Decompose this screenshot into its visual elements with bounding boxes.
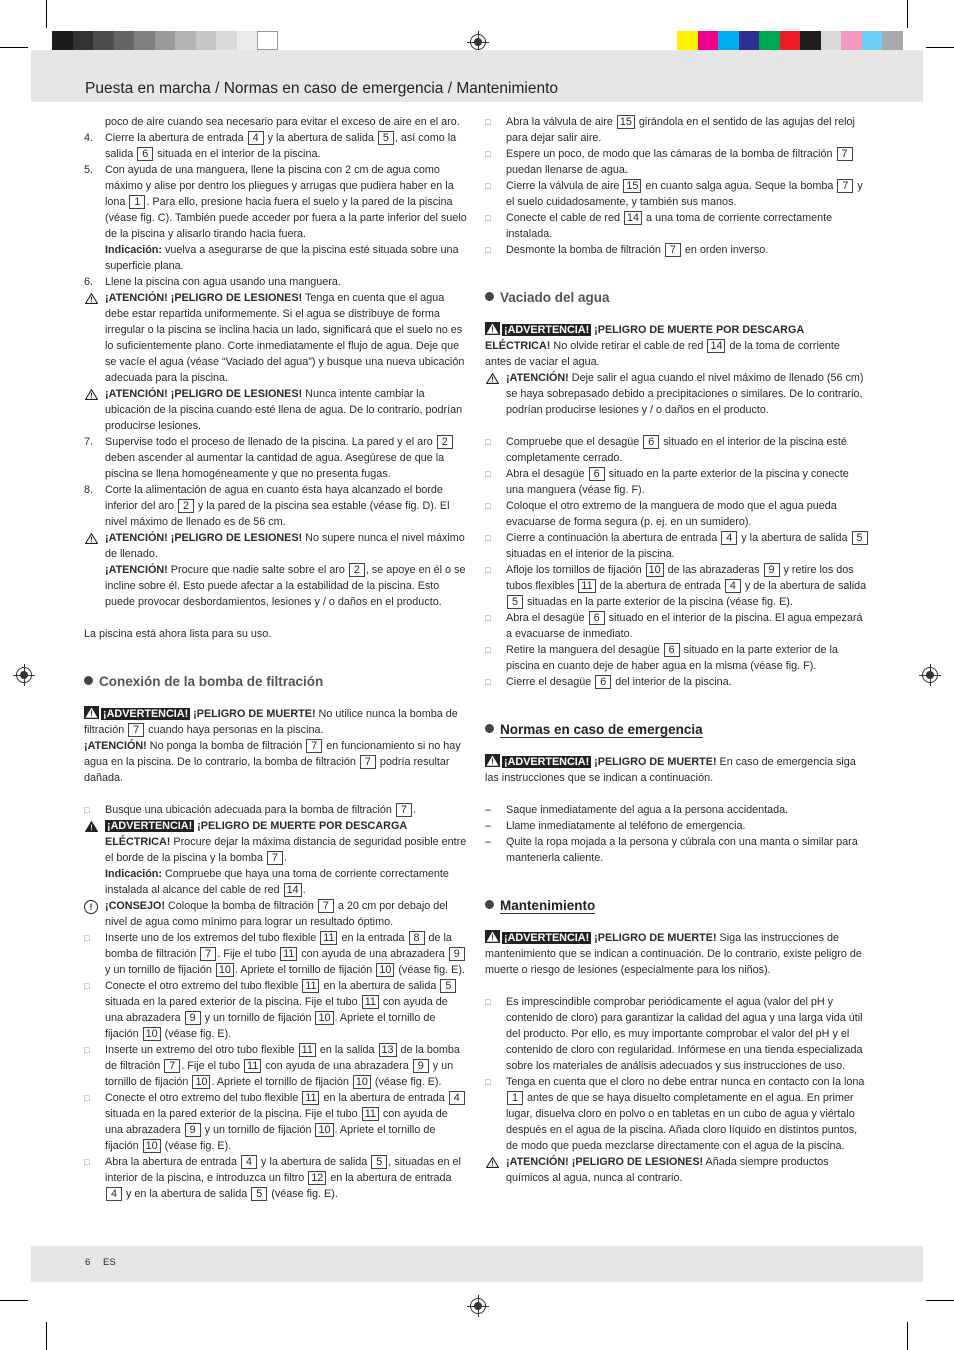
warning-triangle-icon bbox=[485, 930, 500, 943]
warning-triangle-icon bbox=[85, 389, 98, 400]
ref-number: 5 bbox=[507, 595, 523, 609]
ref-number: 6 bbox=[643, 435, 659, 449]
warning-attention: ¡ATENCIÓN! Deje salir el agua cuando el nivel máximo de llenado (56 cm) se haya sobrepasado debido a precipitaciones o similares. De lo contrario, podrían producirse lesiones y / o daños en el producto. bbox=[485, 370, 869, 418]
checkbox-bullet-icon: □ bbox=[485, 565, 491, 575]
ref-number: 7 bbox=[837, 179, 853, 193]
color-swatch bbox=[257, 31, 278, 50]
color-swatch bbox=[237, 31, 258, 50]
ref-number: 10 bbox=[315, 1011, 333, 1025]
ref-number: 6 bbox=[589, 467, 605, 481]
section-heading-pump: Conexión de la bomba de filtración bbox=[84, 674, 468, 690]
list-item: □ Retire la manguera del desagüe 6 situado en la parte exterior de la piscina en cuanto deje de haber agua en la misma (véase fig. F). bbox=[485, 644, 838, 672]
color-swatch bbox=[718, 31, 739, 50]
checkbox-bullet-icon: □ bbox=[485, 645, 491, 655]
warning-injury: ¡ATENCIÓN! ¡PELIGRO DE LESIONES! Añada siempre productos químicos al agua, nunca al contrario. bbox=[485, 1154, 869, 1186]
warning-injury: ¡ATENCIÓN! ¡PELIGRO DE LESIONES! Nunca intente cambiar la ubicación de la piscina cuando esté llena de agua. De lo contrario, podrían producirse lesiones. bbox=[84, 386, 468, 434]
warning-injury: ¡ATENCIÓN! ¡PELIGRO DE LESIONES! Tenga en cuenta que el agua debe estar repartida uniformemente. Si el agua se distribuye de forma irregular o la piscina se inclina hacia un lado, significará que el suelo no es lo suficientemente plano. Corte inmediatamente el flujo de agua. Deje que se vacíe el agua (véase “Vaciado del agua”) y busque una nueva ubicación adecuada para la piscina. bbox=[84, 290, 468, 386]
list-item: □ Conecte el otro extremo del tubo flexible 11 en la abertura de entrada 4 situada en la pared exterior de la piscina. Fije el tubo 11 con ayuda de una abrazadera 9 y un tornillo de fijación 10 . Apriete el tornillo de fijación 10 (véase fig. E). bbox=[84, 1090, 468, 1154]
step-6: 6. Llene la piscina con agua usando una manguera. bbox=[84, 276, 341, 288]
ref-number: 9 bbox=[764, 563, 780, 577]
ready-note: La piscina está ahora lista para su uso. bbox=[84, 628, 272, 640]
crop-mark bbox=[46, 0, 47, 28]
color-swatch bbox=[677, 31, 698, 50]
ref-number: 7 bbox=[837, 147, 853, 161]
tip-icon: ! bbox=[84, 900, 98, 914]
ref-number: 10 bbox=[376, 963, 394, 977]
ref-number: 7 bbox=[306, 739, 322, 753]
crop-mark bbox=[0, 1300, 28, 1301]
warning-triangle-icon bbox=[485, 322, 500, 335]
bullet-dot-icon bbox=[485, 292, 494, 301]
ref-number: 14 bbox=[284, 883, 302, 897]
ref-number: 4 bbox=[449, 1091, 465, 1105]
step-4: 4. Cierre la abertura de entrada 4 y la abertura de salida 5 , así como la salida 6 situada en el interior de la piscina. bbox=[84, 132, 457, 160]
color-swatch bbox=[52, 31, 73, 50]
ref-number: 7 bbox=[164, 1059, 180, 1073]
ref-number: 7 bbox=[665, 243, 681, 257]
list-item: – Llame inmediatamente al teléfono de emergencia. bbox=[485, 820, 746, 832]
list-item: □ Es imprescindible comprobar periódicamente el agua (valor del pH y contenido de cloro) para garantizar la calidad del agua y una larga vida útil del producto. Por ello, es muy importante comprobar el valor del pH y el contenido de cloro con regularidad. Infórmese en una tienda especializada sobre los materiales de análisis adecuados y sus instrucciones de uso. bbox=[485, 996, 863, 1072]
ref-number: 11 bbox=[280, 947, 297, 961]
advertencia-block: ¡ADVERTENCIA! ¡PELIGRO DE MUERTE! En caso de emergencia siga las instrucciones que se indican a continuación. bbox=[485, 756, 856, 784]
ref-number: 15 bbox=[617, 115, 635, 129]
ref-number: 5 bbox=[378, 131, 394, 145]
color-swatch bbox=[841, 31, 862, 50]
ref-number: 10 bbox=[216, 963, 234, 977]
registration-mark-icon bbox=[470, 1298, 486, 1314]
list-item: □ Afloje los tornillos de fijación 10 de las abrazaderas 9 y retire los dos tubos flexibles 11 de la abertura de entrada 4 y de la abertura de salida 5 situadas en la parte exterior de la piscina (véase fig. E). bbox=[485, 564, 867, 608]
checkbox-bullet-icon: □ bbox=[84, 933, 90, 943]
color-swatch bbox=[155, 31, 176, 50]
color-swatch bbox=[73, 31, 94, 50]
ref-number: 5 bbox=[852, 531, 868, 545]
bullet-dot-icon bbox=[485, 900, 494, 909]
ref-number: 2 bbox=[178, 499, 194, 513]
list-item: □ Abra la abertura de entrada 4 y la abertura de salida 5 , situadas en el interior de la piscina, e introduzca un filtro 12 en la abertura de entrada 4 y en la abertura de salida 5 (véase fig. E). bbox=[84, 1156, 461, 1200]
ref-number: 11 bbox=[244, 1059, 261, 1073]
ref-number: 12 bbox=[308, 1171, 326, 1185]
ref-number: 7 bbox=[396, 803, 412, 817]
checkbox-bullet-icon: □ bbox=[84, 805, 90, 815]
tip-block: ! ¡CONSEJO! Coloque la bomba de filtración 7 a 20 cm por debajo del nivel de agua como mínimo para lograr un resultado óptimo. bbox=[84, 898, 468, 930]
checkbox-bullet-icon: □ bbox=[485, 997, 491, 1007]
ref-number: 5 bbox=[371, 1155, 387, 1169]
color-swatch bbox=[114, 31, 135, 50]
ref-number: 10 bbox=[646, 563, 664, 577]
advertencia-block: ¡ADVERTENCIA! ¡PELIGRO DE MUERTE! Siga las instrucciones de mantenimiento que se indican a continuación. De lo contrario, existe peligro de muerte o riesgo de lesiones (especialmente para los niños). bbox=[485, 932, 862, 976]
list-item: – Saque inmediatamente del agua a la persona accidentada. bbox=[485, 804, 789, 816]
step-8: 8. Corte la alimentación de agua en cuanto ésta haya alcanzado el borde inferior del aro 2 y la pared de la piscina sea estable (véase fig. D). El nivel máximo de llenado es de 56 cm. bbox=[84, 484, 450, 528]
registration-mark-icon bbox=[470, 34, 486, 50]
checkbox-bullet-icon: □ bbox=[485, 613, 491, 623]
list-item: □ Desmonte la bomba de filtración 7 en orden inverso. bbox=[485, 244, 769, 256]
list-item: □ Inserte un extremo del otro tubo flexible 11 en la salida 13 de la bomba de filtración 7 . Fije el tubo 11 con ayuda de una abrazadera 9 y un tornillo de fijación 10 . Apriete el tornillo de fijación 10 (véase fig. E). bbox=[84, 1044, 460, 1088]
color-swatch bbox=[93, 31, 114, 50]
list-item: □ Busque una ubicación adecuada para la bomba de filtración 7 . bbox=[84, 804, 416, 816]
color-swatch bbox=[780, 31, 801, 50]
registration-mark-icon bbox=[16, 667, 32, 683]
checkbox-bullet-icon: □ bbox=[84, 1157, 90, 1167]
list-item: □ Abra la válvula de aire 15 girándola en el sentido de las agujas del reloj para dejar salir aire. bbox=[485, 116, 855, 144]
ref-number: 4 bbox=[721, 531, 737, 545]
color-swatch bbox=[196, 31, 217, 50]
ref-number: 7 bbox=[200, 947, 216, 961]
list-item: □ Inserte uno de los extremos del tubo flexible 11 en la entrada 8 de la bomba de filtración 7 . Fije el tubo 11 con ayuda de una abrazadera 9 y un tornillo de fijación 10 . Apriete el tornillo de fijación 10 (véase fig. E). bbox=[84, 932, 465, 976]
ref-number: 9 bbox=[185, 1123, 201, 1137]
checkbox-bullet-icon: □ bbox=[84, 1093, 90, 1103]
checkbox-bullet-icon: □ bbox=[84, 981, 90, 991]
crop-mark bbox=[46, 1322, 47, 1350]
section-heading-emergency: Normas en caso de emergencia bbox=[485, 722, 869, 738]
crop-mark bbox=[907, 1322, 908, 1350]
ref-number: 14 bbox=[624, 211, 642, 225]
ref-number: 11 bbox=[362, 995, 379, 1009]
ref-number: 4 bbox=[725, 579, 741, 593]
section-heading-maintenance: Mantenimiento bbox=[485, 898, 869, 914]
ref-number: 1 bbox=[129, 195, 145, 209]
checkbox-bullet-icon: □ bbox=[485, 437, 491, 447]
color-swatch bbox=[800, 31, 821, 50]
ref-number: 7 bbox=[128, 723, 144, 737]
warning-triangle-icon bbox=[85, 821, 98, 832]
ref-number: 7 bbox=[267, 851, 283, 865]
checkbox-bullet-icon: □ bbox=[485, 117, 491, 127]
checkbox-bullet-icon: □ bbox=[485, 533, 491, 543]
ref-number: 4 bbox=[106, 1187, 122, 1201]
ref-number: 11 bbox=[362, 1107, 379, 1121]
crop-mark bbox=[926, 47, 954, 48]
footer-bar bbox=[31, 1246, 923, 1282]
bullet-dot-icon bbox=[485, 724, 494, 733]
list-item: □ Conecte el cable de red 14 a una toma de corriente correctamente instalada. bbox=[485, 212, 833, 240]
ref-number: 2 bbox=[349, 563, 365, 577]
color-swatch bbox=[134, 31, 155, 50]
ref-number: 10 bbox=[143, 1027, 161, 1041]
ref-number: 11 bbox=[320, 931, 337, 945]
checkbox-bullet-icon: □ bbox=[485, 1077, 491, 1087]
ref-number: 11 bbox=[578, 579, 595, 593]
list-item: □ Abra el desagüe 6 situado en la parte exterior de la piscina y conecte una manguera (véase fig. F). bbox=[485, 468, 849, 496]
ref-number: 14 bbox=[707, 339, 725, 353]
ref-number: 9 bbox=[413, 1059, 429, 1073]
ref-number: 15 bbox=[623, 179, 641, 193]
ref-number: 11 bbox=[302, 979, 319, 993]
list-item: □ Tenga en cuenta que el cloro no debe entrar nunca en contacto con la lona 1 antes de que se haya disuelto completamente en el agua. En primer lugar, disuelva cloro en polvo o en tabletas en un cubo de agua y viértalo después en el agua de la piscina. Añada cloro líquido en distintos puntos, de modo que pueda mezclarse directamente con el agua de la piscina. bbox=[485, 1076, 865, 1152]
ref-number: 4 bbox=[241, 1155, 257, 1169]
checkbox-bullet-icon: □ bbox=[84, 1045, 90, 1055]
color-swatch bbox=[175, 31, 196, 50]
color-swatch bbox=[882, 31, 903, 50]
ref-number: 6 bbox=[595, 675, 611, 689]
list-item: □ Compruebe que el desagüe 6 situado en el interior de la piscina esté completamente cerrado. bbox=[485, 436, 847, 464]
warning-triangle-icon bbox=[85, 293, 98, 304]
right-column bbox=[485, 114, 869, 1186]
color-swatch bbox=[862, 31, 883, 50]
ref-number: 9 bbox=[449, 947, 465, 961]
warning-injury: ¡ATENCIÓN! ¡PELIGRO DE LESIONES! No supere nunca el nivel máximo de llenado. ¡ATENCIÓN! Procure que nadie salte sobre el aro 2 , se apoye en él o se incline sobre él. Esto puede afectar a la estabilidad de la piscina. Esto puede provocar desbordamientos, lesiones y / o daños en el producto. bbox=[84, 530, 468, 610]
list-item: □ Abra el desagüe 6 situado en el interior de la piscina. El agua empezará a evacuarse de inmediato. bbox=[485, 612, 863, 640]
section-heading-drain: Vaciado del agua bbox=[485, 290, 869, 306]
step-5: 5. Con ayuda de una manguera, llene la piscina con 2 cm de agua como máximo y alise por dentro los pliegues y arrugas que pudiera haber en la lona 1 . Para ello, presione hacia fuera el suelo y la pared de la piscina (véase fig. C). También puede acceder por fuera a la parte inferior del suelo de la piscina y alisarlo tirando hacia fuera. Indicación: vuelva a asegurarse de que la piscina esté situada sobre una superficie plana. bbox=[84, 164, 467, 272]
warning-triangle-icon bbox=[85, 533, 98, 544]
color-swatch bbox=[759, 31, 780, 50]
ref-number: 6 bbox=[589, 611, 605, 625]
ref-number: 5 bbox=[440, 979, 456, 993]
list-item: – Quite la ropa mojada a la persona y cúbrala con una manta o similar para mantenerla caliente. bbox=[485, 836, 858, 864]
checkbox-bullet-icon: □ bbox=[485, 149, 491, 159]
list-item: □ Cierre la válvula de aire 15 en cuanto salga agua. Seque la bomba 7 y el suelo cuidadosamente, y también sus manos. bbox=[485, 180, 863, 208]
list-item: □ Cierre a continuación la abertura de entrada 4 y la abertura de salida 5 situadas en el interior de la piscina. bbox=[485, 530, 869, 562]
crop-mark bbox=[907, 0, 908, 28]
list-item: □ Conecte el otro extremo del tubo flexible 11 en la abertura de salida 5 situada en la pared exterior de la piscina. Fije el tubo 11 con ayuda de una abrazadera 9 y un tornillo de fijación 10 . Apriete el tornillo de fijación 10 (véase fig. E). bbox=[84, 978, 468, 1042]
ref-number: 10 bbox=[315, 1123, 333, 1137]
checkbox-bullet-icon: □ bbox=[485, 677, 491, 687]
ref-number: 8 bbox=[409, 931, 425, 945]
list-item: □ Coloque el otro extremo de la manguera de modo que el agua pueda evacuarse de forma segura (p. ej. en un sumidero). bbox=[485, 500, 837, 528]
checkbox-bullet-icon: □ bbox=[485, 501, 491, 511]
ref-number: 10 bbox=[143, 1139, 161, 1153]
checkbox-bullet-icon: □ bbox=[485, 213, 491, 223]
warning-triangle-icon bbox=[84, 706, 99, 719]
bullet-dot-icon bbox=[84, 676, 93, 685]
warning-triangle-icon bbox=[485, 754, 500, 767]
list-item: □ Espere un poco, de modo que las cámaras de la bomba de filtración 7 puedan llenarse de agua. bbox=[485, 146, 869, 178]
ref-number: 7 bbox=[318, 899, 334, 913]
checkbox-bullet-icon: □ bbox=[485, 181, 491, 191]
registration-mark-icon bbox=[922, 667, 938, 683]
list-item: poco de aire cuando sea necesario para evitar el exceso de aire en el aro. bbox=[105, 116, 460, 128]
advertencia-block: ¡ADVERTENCIA! ¡PELIGRO DE MUERTE! No utilice nunca la bomba de filtración 7 cuando haya personas en la piscina. ¡ATENCIÓN! No ponga la bomba de filtración 7 en funcionamiento si no hay agua en la piscina. De lo contrario, la bomba de filtración 7 podría resultar dañada. bbox=[84, 708, 461, 784]
ref-number: 11 bbox=[302, 1091, 319, 1105]
ref-number: 9 bbox=[185, 1011, 201, 1025]
color-swatch bbox=[698, 31, 719, 50]
list-item: □ Cierre el desagüe 6 del interior de la piscina. bbox=[485, 676, 732, 688]
ref-number: 2 bbox=[437, 435, 453, 449]
left-column bbox=[84, 114, 468, 1202]
ref-number: 6 bbox=[664, 643, 680, 657]
color-swatch bbox=[216, 31, 237, 50]
ref-number: 13 bbox=[379, 1043, 397, 1057]
ref-number: 10 bbox=[192, 1075, 210, 1089]
page-title: Puesta en marcha / Normas en caso de emergencia / Mantenimiento bbox=[85, 80, 558, 97]
ref-number: 10 bbox=[353, 1075, 371, 1089]
ref-number: 6 bbox=[137, 147, 153, 161]
ref-number: 1 bbox=[507, 1091, 523, 1105]
crop-mark bbox=[0, 47, 28, 48]
ref-number: 11 bbox=[299, 1043, 316, 1057]
page-number: 6 bbox=[85, 1257, 91, 1268]
advertencia-block: ¡ADVERTENCIA! ¡PELIGRO DE MUERTE POR DESCARGA ELÉCTRICA! No olvide retirar el cable de red 14 de la toma de corriente antes de vaciar el agua. bbox=[485, 324, 840, 368]
color-swatch bbox=[821, 31, 842, 50]
checkbox-bullet-icon: □ bbox=[485, 469, 491, 479]
advertencia-block: ¡ADVERTENCIA! ¡PELIGRO DE MUERTE POR DESCARGA ELÉCTRICA! Procure dejar la máxima distancia de seguridad posible entre el borde de la piscina y la bomba 7 . Indicación: Compruebe que haya una toma de corriente correctamente instalada al alcance del cable de red 14 . bbox=[84, 818, 468, 898]
checkbox-bullet-icon: □ bbox=[485, 245, 491, 255]
ref-number: 7 bbox=[360, 755, 376, 769]
page-language: ES bbox=[103, 1257, 116, 1268]
color-swatch bbox=[739, 31, 760, 50]
warning-triangle-icon bbox=[486, 1157, 499, 1168]
crop-mark bbox=[926, 1300, 954, 1301]
step-7: 7. Supervise todo el proceso de llenado de la piscina. La pared y el aro 2 deben ascender al aumentar la cantidad de agua. Asegúrese de que la piscina se llena homogéneamente y que no presenta fugas. bbox=[84, 434, 468, 482]
warning-triangle-icon bbox=[486, 373, 499, 384]
ref-number: 4 bbox=[248, 131, 264, 145]
ref-number: 5 bbox=[251, 1187, 267, 1201]
